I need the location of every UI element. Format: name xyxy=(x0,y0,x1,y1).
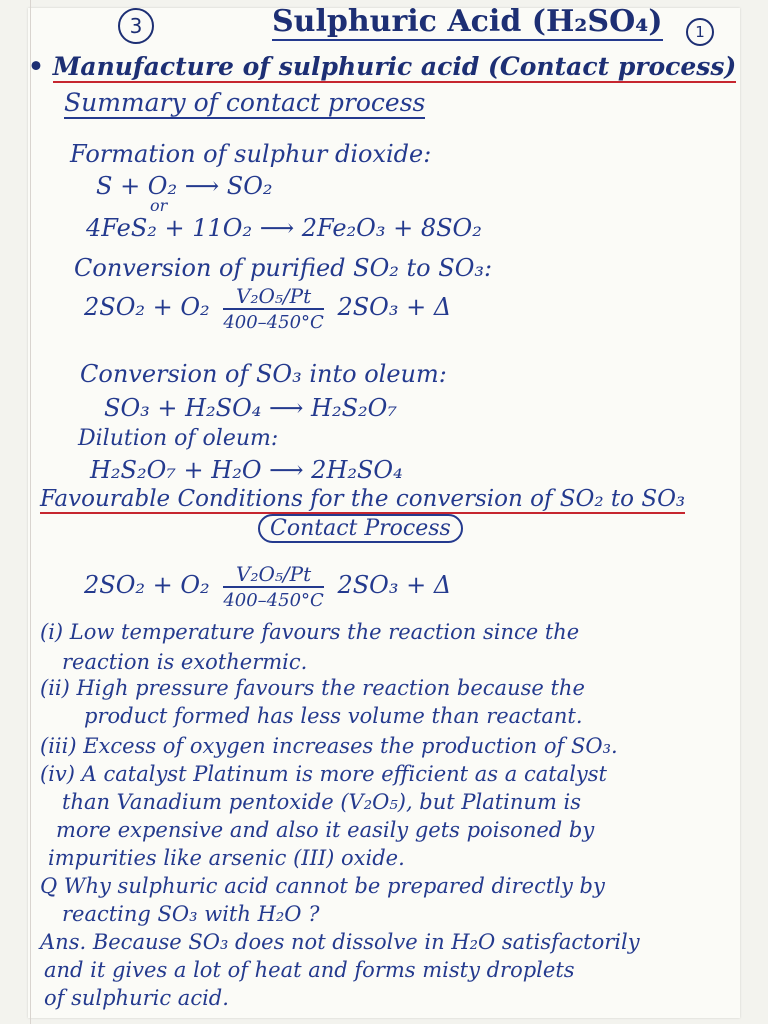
equation-4: SO₃ + H₂SO₄ ⟶ H₂S₂O₇ xyxy=(104,394,397,422)
favourable-heading-text: Favourable Conditions for the conversion of SO₂ to SO₃ xyxy=(40,486,686,512)
page-number-badge xyxy=(686,18,714,46)
favourable-equation-left: 2SO₂ + O₂ xyxy=(84,571,210,599)
favourable-subheading xyxy=(258,516,463,541)
equation-3-catalyst: V₂O₅/Pt xyxy=(223,284,324,310)
contact-process-label: Contact Process xyxy=(258,514,463,543)
point-4-line-1: (iv) A catalyst Platinum is more efficient as a catalyst xyxy=(40,762,607,786)
point-4-line-4: impurities like arsenic (III) oxide. xyxy=(48,846,405,870)
point-1-line-1: (i) Low temperature favours the reaction since the xyxy=(40,620,580,644)
section-number-badge xyxy=(118,8,154,44)
question-line-2: reacting SO₃ with H₂O ? xyxy=(62,902,320,926)
section-number: 3 xyxy=(129,14,143,38)
main-heading xyxy=(28,52,736,81)
equation-1: S + O₂ ⟶ SO₂ xyxy=(96,172,273,200)
heading-text: Manufacture of sulphuric acid (Contact process) xyxy=(52,52,737,81)
page-title: Sulphuric Acid (H₂SO₄) xyxy=(272,4,663,39)
answer-line-1: Ans. Because SO₃ does not dissolve in H₂O satisfactorily xyxy=(40,930,640,954)
point-4-line-2: than Vanadium pentoxide (V₂O₅), but Platinum is xyxy=(62,790,582,814)
equation-3-arrow xyxy=(223,284,324,333)
oleum-heading: Conversion of SO₃ into oleum: xyxy=(80,360,447,388)
point-2-line-2: product formed has less volume than reactant. xyxy=(84,704,583,728)
favourable-equation-catalyst: V₂O₅/Pt xyxy=(223,562,324,588)
summary-title: Summary of contact process xyxy=(64,88,426,117)
favourable-equation xyxy=(84,562,451,611)
margin-line xyxy=(30,0,31,1024)
question-line-1: Q Why sulphuric acid cannot be prepared directly by xyxy=(40,874,605,898)
point-2-line-1: (ii) High pressure favours the reaction because the xyxy=(40,676,585,700)
point-1-line-2: reaction is exothermic. xyxy=(62,650,308,674)
or-text: or xyxy=(150,196,168,215)
equation-5: H₂S₂O₇ + H₂O ⟶ 2H₂SO₄ xyxy=(90,456,403,484)
answer-line-3: of sulphuric acid. xyxy=(44,986,229,1010)
point-4-line-3: more expensive and also it easily gets poisoned by xyxy=(56,818,595,842)
conversion-heading: Conversion of purified SO₂ to SO₃: xyxy=(74,254,493,282)
page-number: 1 xyxy=(695,23,705,41)
favourable-equation-right: 2SO₃ + Δ xyxy=(337,571,452,599)
answer-line-2: and it gives a lot of heat and forms misty droplets xyxy=(44,958,575,982)
point-3-line-1: (iii) Excess of oxygen increases the production of SO₃. xyxy=(40,734,618,758)
favourable-equation-arrow xyxy=(223,562,324,611)
equation-2: 4FeS₂ + 11O₂ ⟶ 2Fe₂O₃ + 8SO₂ xyxy=(86,214,482,242)
formation-heading: Formation of sulphur dioxide: xyxy=(70,140,432,168)
favourable-heading xyxy=(40,486,685,512)
equation-3-right: 2SO₃ + Δ xyxy=(337,293,452,321)
equation-3-temperature: 400–450°C xyxy=(223,312,324,333)
favourable-equation-temperature: 400–450°C xyxy=(223,590,324,611)
equation-3-left: 2SO₂ + O₂ xyxy=(84,293,210,321)
equation-3 xyxy=(84,284,451,333)
dilution-heading: Dilution of oleum: xyxy=(78,426,279,451)
heading-bullet: • xyxy=(28,52,44,81)
